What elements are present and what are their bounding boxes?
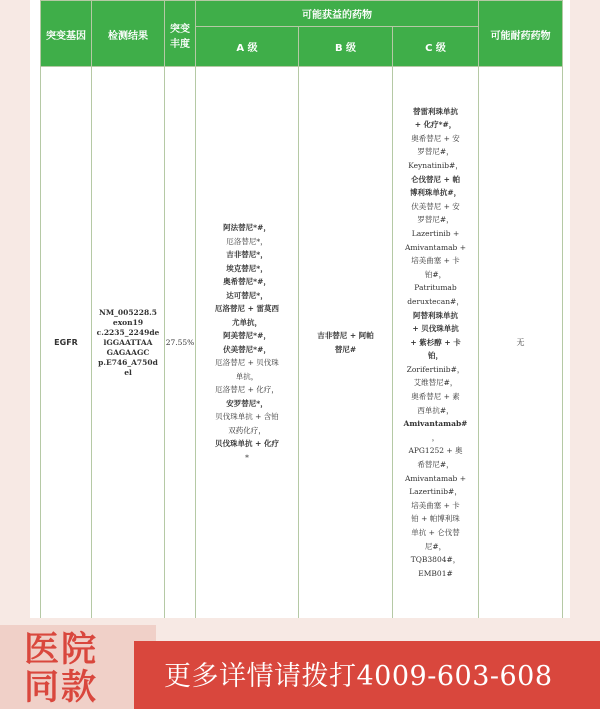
level-c-drug: TQB3804#， [410,555,461,565]
banner-logo-area [0,625,156,709]
level-c-drug: 博利珠单抗#， [409,188,462,198]
level-a-drug: 贝伐珠单抗 + 化疗 [214,439,279,448]
level-a-list [200,221,294,464]
level-c-drug: 希替尼#， [417,460,454,470]
level-a-drug: 伏美替尼*#， [223,344,271,354]
level-a-drug: 厄洛替尼 + 雷莫西 [214,304,279,313]
result-line: GAGAAGC [106,347,150,357]
level-a-drug: 奥希替尼*#， [223,277,271,286]
level-c-list [398,105,473,581]
level-c-drug: deruxtecan#， [407,296,464,306]
table-row [41,67,563,619]
level-c-cell [393,67,479,619]
level-c-drug: APG1252 + 奥 [408,446,463,456]
logo-line1: 医院 [24,629,99,670]
result-line: el [124,367,132,377]
level-c-drug: 铂， [428,351,444,361]
level-c-drug: Lazertinib + [411,228,460,238]
level-a-drug: 达可替尼*， [226,290,268,300]
level-c-drug: 培美曲塞 + 卡 [411,256,460,266]
hospital-logo [24,631,108,707]
level-a-drug: 尤单抗， [232,317,262,327]
level-c-drug: 仑伐替尼 + 帕 [411,174,461,184]
result-line: NM_005228.5 [98,307,158,317]
level-a-drug: 厄洛替尼 + 化疗， [215,385,279,394]
level-c-drug: Amivantamab + [405,242,467,252]
level-c-drug: 伏美替尼 + 安 [411,201,460,211]
level-a-drug: 阿美替尼*#， [223,331,271,340]
level-a-cell [196,67,299,619]
level-c-drug: 阿替利珠单抗 [413,310,459,320]
level-c-drug: 西单抗#， [417,405,454,415]
level-c-drug: Zorifertinib#， [406,364,465,374]
level-a-drug: 安罗替尼*， [226,398,268,408]
header-gene: 突变基因 [41,1,92,67]
header-abundance-line1: 突变 [170,23,190,35]
level-a-drug: 厄洛替尼*， [226,236,268,246]
level-b-drug: 吉非替尼 + 阿帕 [317,331,374,340]
level-c-drug: Amivantamab# [403,419,468,429]
header-abundance-line2: 丰度 [170,38,190,50]
level-c-drug: 培美曲塞 + 卡 [411,500,460,510]
result-line: p.E746_A750d [98,357,158,367]
level-a-drug: 埃克替尼*， [226,263,268,273]
level-c-drug: Lazertinib#， [409,487,462,497]
level-c-drug: Keynatinib#， [408,160,463,170]
level-c-drug: 铂#， [424,269,447,279]
level-b-drug: 替尼# [334,344,357,354]
level-c-drug: Patritumab [414,283,457,293]
level-a-drug: 贝伐珠单抗 + 含铂 [215,412,279,421]
level-c-drug: 尼#， [424,541,447,551]
level-c-drug: + 化疗*#， [414,120,457,130]
level-c-drug: 铂 + 帕博利珠 [411,514,460,524]
level-c-drug: + 紫杉醇 + 卡 [410,337,461,347]
result-line: c.2235_2249de [96,327,160,337]
level-c-drug: 替雷利珠单抗 [413,106,459,116]
level-a-drug: 单抗， [235,371,259,381]
level-c-drug: 奥希替尼 + 安 [411,133,460,143]
level-c-drug: 罗替尼#， [417,147,454,157]
level-c-drug: EMB01# [418,568,453,578]
result-lines [95,308,161,378]
level-c-drug: 奥希替尼 + 素 [411,392,460,402]
level-c-drug: Amivantamab + [405,473,467,483]
gene-cell: EGFR [41,67,92,619]
result-line: lGGAATTAA [103,337,153,347]
resistant-cell: 无 [479,67,563,619]
header-resistant: 可能耐药药物 [479,1,563,67]
drug-table [40,0,563,618]
level-a-drug: * [245,452,249,462]
header-result: 检测结果 [92,1,165,67]
level-c-drug: + 贝伐珠单抗 [412,324,459,334]
result-line: exon19 [112,317,144,327]
logo-line2: 同款 [24,667,99,708]
level-c-drug: 罗替尼#， [417,215,454,225]
level-a-drug: 厄洛替尼 + 贝伐珠 [215,358,279,367]
result-cell [92,67,165,619]
header-level-a: A 级 [196,27,299,67]
header-benefit: 可能获益的药物 [196,1,479,27]
report-card [30,0,570,618]
abundance-cell: 27.55% [165,67,196,619]
level-b-list [303,329,388,356]
level-a-drug: 双药化疗， [228,425,266,435]
level-c-drug: ， [431,432,440,442]
call-to-action[interactable]: 更多详情请拨打4009-603-608 [164,661,553,692]
level-a-drug: 吉非替尼*， [226,250,268,259]
level-b-cell [299,67,393,619]
contact-banner [0,625,600,709]
header-level-c: C 级 [393,27,479,67]
level-c-drug: 艾维替尼#， [413,378,458,388]
header-level-b: B 级 [299,27,393,67]
header-abundance [165,1,196,67]
level-c-drug: 单抗 + 仑伐替 [411,528,460,538]
level-a-drug: 阿法替尼*#， [223,223,271,232]
